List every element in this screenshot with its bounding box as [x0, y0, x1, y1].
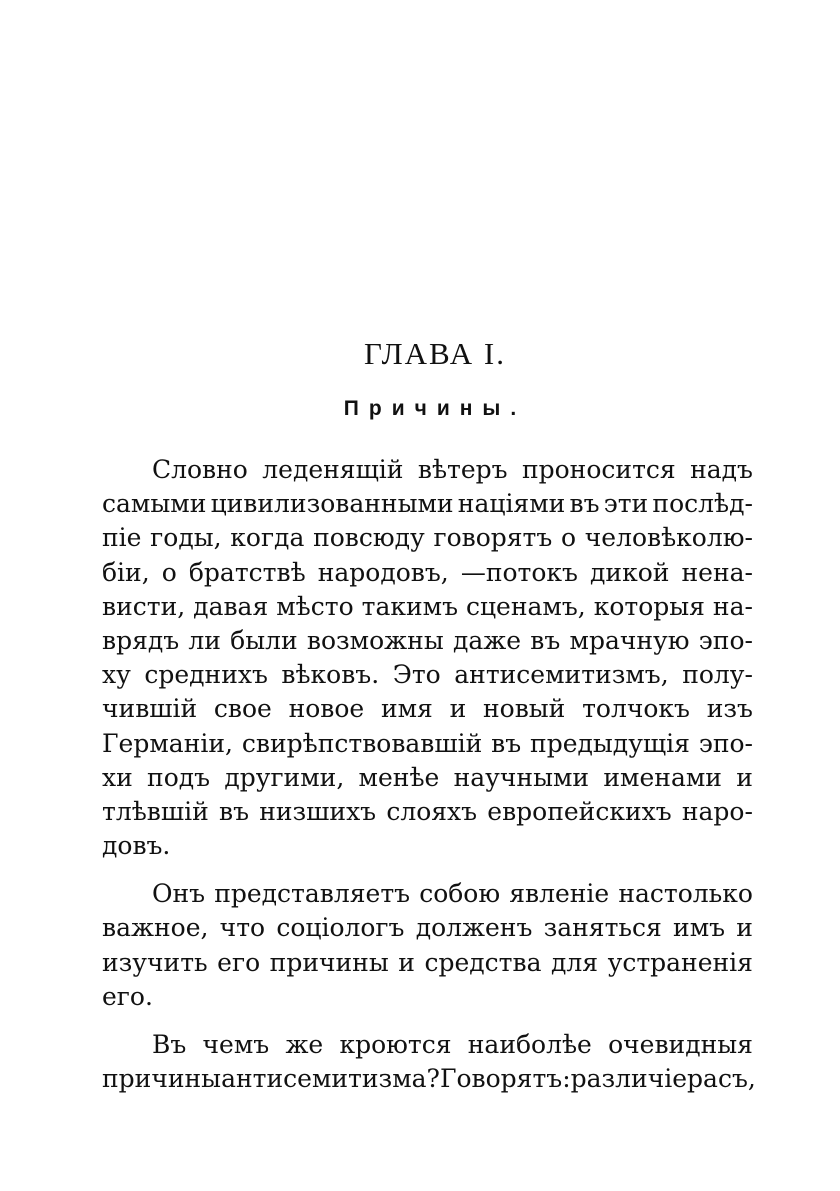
text-line: изучить его причины и средства для устраненія — [102, 947, 753, 977]
text-line: чившій свое новое имя и новый толчокъ изъ — [102, 694, 753, 724]
text-line: хи подъ другими, менѣе научными именами и — [102, 762, 753, 792]
text-line: самыми цивилизованными націями въ эти послѣд- — [102, 489, 753, 519]
text-line: Германіи, свирѣпствовавшій въ предыдущія эпо- — [102, 728, 753, 758]
text-line: довъ. — [102, 831, 171, 861]
text-line: тлѣвшій въ низшихъ слояхъ европейскихъ наро- — [102, 796, 753, 826]
chapter-heading: ГЛАВА I. — [364, 336, 506, 371]
section-title: Причины. — [343, 397, 527, 420]
paragraph — [102, 1028, 756, 1096]
text-line: врядъ ли были возможны даже въ мрачную эпо- — [102, 625, 753, 655]
paragraph — [102, 877, 753, 1014]
text-line: ху среднихъ вѣковъ. Это антисемитизмъ, полу- — [102, 660, 753, 690]
text-line: біи, о братствѣ народовъ, —потокъ дикой ненa- — [102, 557, 753, 587]
text-line: его. — [102, 981, 153, 1011]
text-line: висти, давая мѣсто такимъ сценамъ, которыя на- — [102, 591, 753, 621]
text-line: Въ чемъ же кроются наиболѣе очевидныя — [152, 1030, 753, 1059]
text-line: піе годы, когда повсюду говорятъ о человѣколю- — [102, 523, 753, 553]
text-line: Словно леденящій вѣтеръ проносится надъ — [152, 455, 753, 484]
text-line: важное, что соціологъ долженъ заняться имъ и — [102, 913, 753, 943]
paragraph — [102, 453, 753, 863]
body-text — [102, 453, 756, 1096]
text-line: Онъ представляетъ собою явленіе настолько — [152, 879, 753, 909]
text-line: причины антисемитизма? Говорятъ: различіе расъ, — [102, 1064, 756, 1094]
